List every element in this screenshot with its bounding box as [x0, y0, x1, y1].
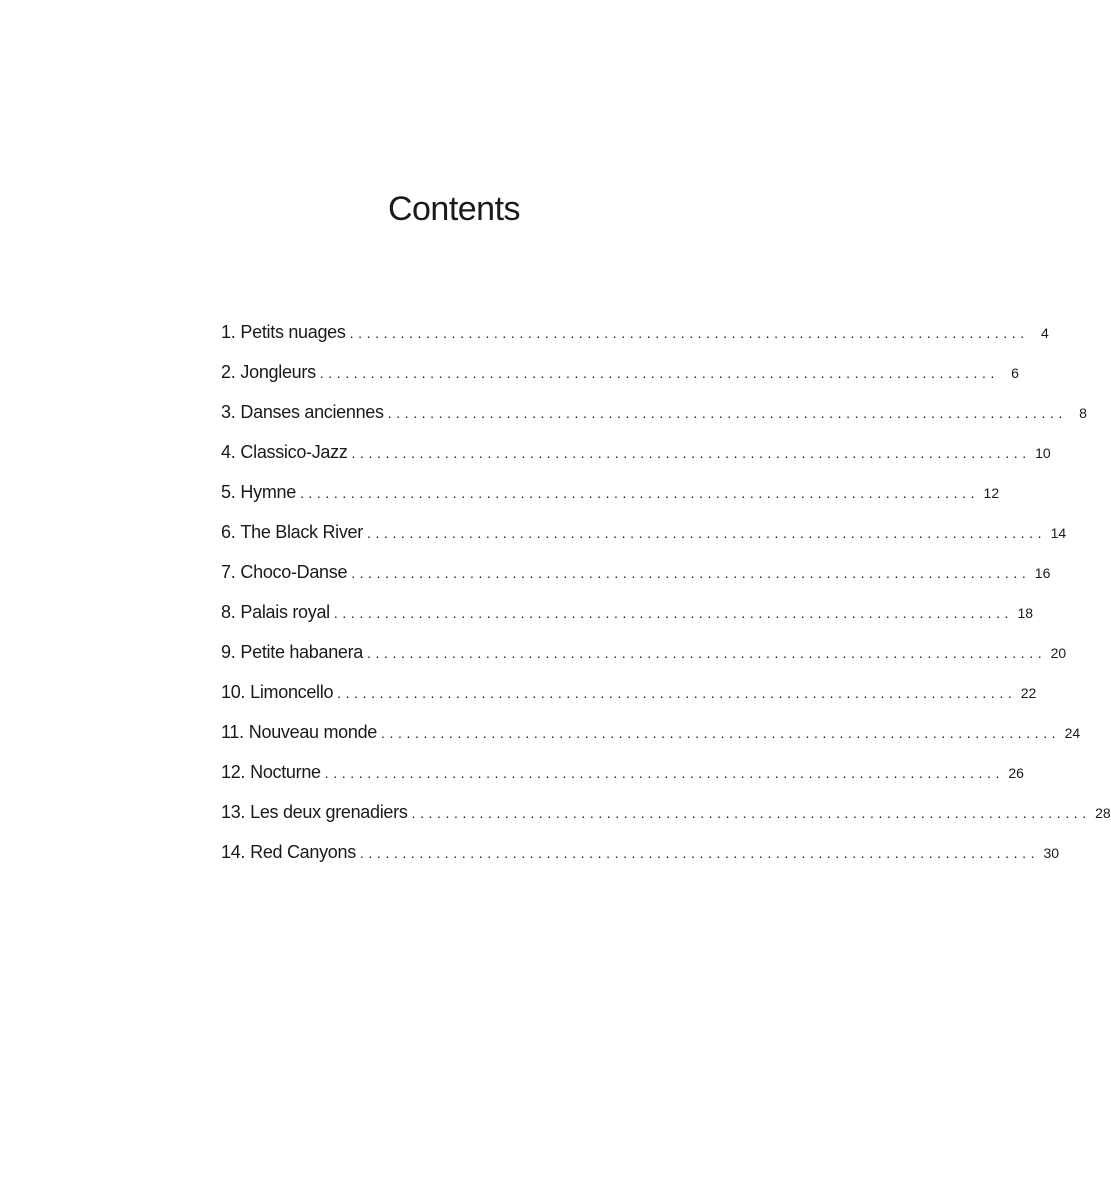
entry-number: 2.: [221, 362, 236, 382]
entry-number: 13.: [221, 802, 246, 822]
entry-title: Petite habanera: [240, 642, 364, 662]
dot-leader: ................................................................................: [319, 365, 999, 381]
entry-number: 1.: [221, 322, 236, 342]
toc-entry: [221, 802, 1111, 842]
entry-title: Petits nuages: [240, 322, 346, 342]
entry-title: Palais royal: [240, 602, 330, 622]
entry-page-number: 16: [1034, 565, 1051, 581]
toc-entry: [221, 762, 1024, 802]
entry-number: 4.: [221, 442, 236, 462]
entry-title: Red Canyons: [250, 842, 356, 862]
toc-entry: [221, 522, 1067, 562]
toc-entry: [221, 602, 1034, 642]
dot-leader: ................................................................................: [351, 445, 1031, 461]
table-of-contents: [221, 322, 1111, 882]
toc-entry: [221, 442, 1051, 482]
entry-title: Choco-Danse: [240, 562, 348, 582]
entry-page-number: 24: [1064, 725, 1081, 741]
dot-leader: ................................................................................: [299, 485, 980, 501]
toc-entry: [221, 362, 1019, 402]
dot-leader: ................................................................................: [411, 805, 1091, 821]
dot-leader: ................................................................................: [351, 565, 1031, 581]
entry-number: 3.: [221, 402, 236, 422]
entry-number: 14.: [221, 842, 246, 862]
entry-page-number: 20: [1050, 645, 1067, 661]
entry-title: Nocturne: [250, 762, 321, 782]
dot-leader: ................................................................................: [366, 525, 1047, 541]
entry-title: Classico-Jazz: [240, 442, 348, 462]
entry-title: Les deux grenadiers: [250, 802, 408, 822]
entry-page-number: 18: [1017, 605, 1034, 621]
dot-leader: ................................................................................: [349, 325, 1029, 341]
entry-page-number: 28: [1095, 805, 1111, 821]
toc-entry: [221, 642, 1067, 682]
entry-page-number: 22: [1020, 685, 1037, 701]
toc-entry: [221, 322, 1049, 362]
entry-number: 7.: [221, 562, 236, 582]
toc-entry: [221, 682, 1037, 722]
page-title: Contents: [387, 190, 521, 228]
toc-entry: [221, 842, 1060, 882]
entry-page-number: 12: [983, 485, 1000, 501]
dot-leader: ................................................................................: [333, 605, 1014, 621]
entry-number: 8.: [221, 602, 236, 622]
dot-leader: ................................................................................: [367, 645, 1047, 661]
dot-leader: ................................................................................: [324, 765, 1004, 781]
entry-title: Nouveau monde: [248, 722, 377, 742]
entry-page-number: 30: [1043, 845, 1060, 861]
entry-page-number: 14: [1050, 525, 1067, 541]
toc-entry: [221, 402, 1087, 442]
dot-leader: ................................................................................: [359, 845, 1040, 861]
entry-number: 6.: [221, 522, 236, 542]
entry-number: 5.: [221, 482, 236, 502]
entry-title: The Black River: [240, 522, 363, 542]
entry-page-number: 26: [1008, 765, 1024, 781]
entry-page-number: 4: [1040, 325, 1049, 341]
entry-title: Hymne: [240, 482, 296, 502]
entry-title: Jongleurs: [240, 362, 316, 382]
dot-leader: ................................................................................: [387, 405, 1067, 421]
toc-entry: [221, 722, 1081, 762]
entry-number: 12.: [221, 762, 246, 782]
toc-entry: [221, 482, 1000, 522]
entry-page-number: 6: [1011, 365, 1019, 381]
entry-title: Limoncello: [250, 682, 334, 702]
entry-page-number: 8: [1079, 405, 1087, 421]
entry-number: 9.: [221, 642, 236, 662]
entry-page-number: 10: [1035, 445, 1051, 461]
dot-leader: ................................................................................: [337, 685, 1017, 701]
entry-number: 11.: [221, 722, 244, 742]
entry-title: Danses anciennes: [240, 402, 384, 422]
toc-entry: [221, 562, 1051, 602]
entry-number: 10.: [221, 682, 246, 702]
dot-leader: ................................................................................: [381, 725, 1061, 741]
